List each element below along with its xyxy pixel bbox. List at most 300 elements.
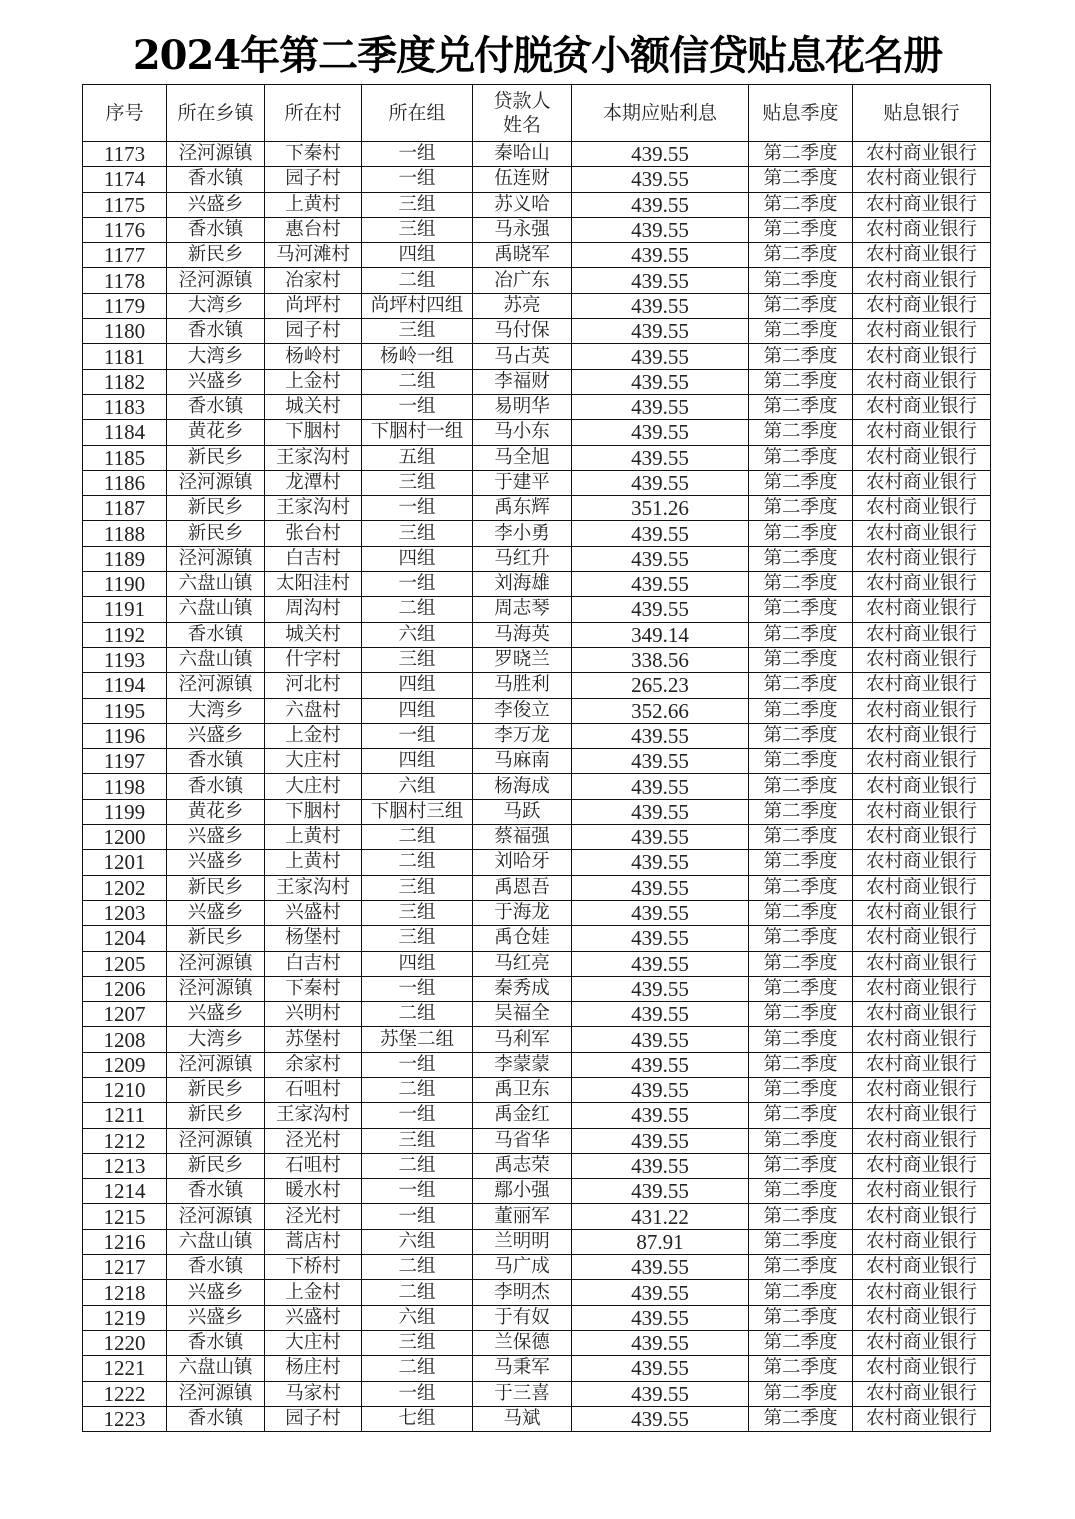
cell-quarter: 第二季度: [749, 1052, 853, 1077]
cell-village: 兴明村: [265, 1002, 362, 1027]
cell-borrower: 李福财: [473, 369, 572, 394]
cell-village: 王家沟村: [265, 1103, 362, 1128]
table-row: [83, 1179, 991, 1204]
cell-quarter: 第二季度: [749, 445, 853, 470]
cell-group: 六组: [362, 774, 473, 799]
cell-borrower: 易明华: [473, 394, 572, 419]
cell-township: 泾河源镇: [167, 546, 265, 571]
cell-village: 下秦村: [265, 142, 362, 167]
cell-bank: 农村商业银行: [853, 951, 991, 976]
cell-group: 三组: [362, 470, 473, 495]
cell-bank: 农村商业银行: [853, 673, 991, 698]
cell-township: 新民乡: [167, 926, 265, 951]
cell-bank: 农村商业银行: [853, 647, 991, 672]
cell-group: 二组: [362, 825, 473, 850]
cell-borrower: 李明杰: [473, 1280, 572, 1305]
cell-seq: 1218: [83, 1280, 167, 1305]
cell-group: 一组: [362, 1052, 473, 1077]
cell-village: 下胭村: [265, 799, 362, 824]
cell-bank: 农村商业银行: [853, 293, 991, 318]
cell-borrower: 兰明明: [473, 1229, 572, 1254]
cell-interest: 439.55: [572, 1103, 749, 1128]
subsidy-roster-table: [82, 84, 991, 1432]
cell-village: 王家沟村: [265, 445, 362, 470]
cell-seq: 1186: [83, 470, 167, 495]
cell-interest: 439.55: [572, 749, 749, 774]
cell-quarter: 第二季度: [749, 420, 853, 445]
cell-quarter: 第二季度: [749, 142, 853, 167]
cell-quarter: 第二季度: [749, 1103, 853, 1128]
cell-group: 一组: [362, 496, 473, 521]
cell-interest: 439.55: [572, 1330, 749, 1355]
table-header-row: [83, 85, 991, 142]
cell-village: 园子村: [265, 167, 362, 192]
cell-quarter: 第二季度: [749, 1280, 853, 1305]
cell-seq: 1192: [83, 622, 167, 647]
cell-seq: 1216: [83, 1229, 167, 1254]
cell-seq: 1174: [83, 167, 167, 192]
cell-interest: 439.55: [572, 546, 749, 571]
cell-seq: 1198: [83, 774, 167, 799]
cell-village: 城关村: [265, 394, 362, 419]
cell-township: 六盘山镇: [167, 1356, 265, 1381]
cell-bank: 农村商业银行: [853, 268, 991, 293]
cell-bank: 农村商业银行: [853, 1356, 991, 1381]
cell-township: 新民乡: [167, 521, 265, 546]
cell-interest: 439.55: [572, 268, 749, 293]
cell-village: 园子村: [265, 1406, 362, 1431]
cell-township: 大湾乡: [167, 698, 265, 723]
cell-borrower: 于建平: [473, 470, 572, 495]
cell-bank: 农村商业银行: [853, 217, 991, 242]
cell-group: 四组: [362, 673, 473, 698]
cell-township: 六盘山镇: [167, 647, 265, 672]
cell-seq: 1209: [83, 1052, 167, 1077]
cell-township: 泾河源镇: [167, 142, 265, 167]
cell-group: 二组: [362, 1356, 473, 1381]
cell-group: 二组: [362, 268, 473, 293]
cell-village: 上黄村: [265, 192, 362, 217]
cell-village: 冶家村: [265, 268, 362, 293]
cell-seq: 1191: [83, 597, 167, 622]
cell-interest: 439.55: [572, 1128, 749, 1153]
cell-group: 一组: [362, 1381, 473, 1406]
cell-seq: 1200: [83, 825, 167, 850]
cell-interest: 439.55: [572, 723, 749, 748]
cell-bank: 农村商业银行: [853, 470, 991, 495]
header-bank: 贴息银行: [853, 85, 991, 142]
table-row: [83, 496, 991, 521]
cell-seq: 1183: [83, 394, 167, 419]
table-row: [83, 1406, 991, 1431]
cell-seq: 1208: [83, 1027, 167, 1052]
table-row: [83, 572, 991, 597]
cell-bank: 农村商业银行: [853, 167, 991, 192]
cell-seq: 1211: [83, 1103, 167, 1128]
cell-township: 新民乡: [167, 875, 265, 900]
cell-interest: 439.55: [572, 1153, 749, 1178]
cell-borrower: 冶广东: [473, 268, 572, 293]
cell-village: 上金村: [265, 723, 362, 748]
cell-bank: 农村商业银行: [853, 850, 991, 875]
cell-village: 六盘村: [265, 698, 362, 723]
cell-bank: 农村商业银行: [853, 976, 991, 1001]
cell-borrower: 鄢小强: [473, 1179, 572, 1204]
table-row: [83, 1255, 991, 1280]
cell-bank: 农村商业银行: [853, 1381, 991, 1406]
cell-village: 尚坪村: [265, 293, 362, 318]
cell-bank: 农村商业银行: [853, 521, 991, 546]
cell-township: 兴盛乡: [167, 192, 265, 217]
cell-interest: 439.55: [572, 774, 749, 799]
cell-borrower: 马广成: [473, 1255, 572, 1280]
cell-bank: 农村商业银行: [853, 1229, 991, 1254]
header-group: 所在组: [362, 85, 473, 142]
cell-quarter: 第二季度: [749, 1330, 853, 1355]
cell-interest: 439.55: [572, 1077, 749, 1102]
cell-village: 杨岭村: [265, 344, 362, 369]
table-row: [83, 825, 991, 850]
cell-township: 六盘山镇: [167, 572, 265, 597]
cell-quarter: 第二季度: [749, 951, 853, 976]
cell-village: 惠台村: [265, 217, 362, 242]
cell-village: 兴盛村: [265, 900, 362, 925]
cell-seq: 1199: [83, 799, 167, 824]
cell-township: 新民乡: [167, 445, 265, 470]
cell-quarter: 第二季度: [749, 546, 853, 571]
table-row: [83, 597, 991, 622]
table-row: [83, 1204, 991, 1229]
cell-bank: 农村商业银行: [853, 774, 991, 799]
cell-quarter: 第二季度: [749, 243, 853, 268]
cell-township: 香水镇: [167, 319, 265, 344]
cell-group: 一组: [362, 167, 473, 192]
table-row: [83, 647, 991, 672]
cell-bank: 农村商业银行: [853, 445, 991, 470]
cell-group: 五组: [362, 445, 473, 470]
cell-seq: 1222: [83, 1381, 167, 1406]
cell-group: 四组: [362, 951, 473, 976]
table-row: [83, 1305, 991, 1330]
cell-bank: 农村商业银行: [853, 192, 991, 217]
cell-township: 黄花乡: [167, 799, 265, 824]
cell-bank: 农村商业银行: [853, 1103, 991, 1128]
cell-interest: 439.55: [572, 344, 749, 369]
table-row: [83, 319, 991, 344]
cell-group: 杨岭一组: [362, 344, 473, 369]
cell-borrower: 董丽军: [473, 1204, 572, 1229]
cell-village: 龙潭村: [265, 470, 362, 495]
cell-bank: 农村商业银行: [853, 369, 991, 394]
cell-quarter: 第二季度: [749, 1356, 853, 1381]
cell-interest: 439.55: [572, 926, 749, 951]
cell-village: 城关村: [265, 622, 362, 647]
cell-township: 泾河源镇: [167, 976, 265, 1001]
cell-township: 兴盛乡: [167, 900, 265, 925]
cell-borrower: 于海龙: [473, 900, 572, 925]
table-row: [83, 1280, 991, 1305]
cell-village: 白吉村: [265, 546, 362, 571]
cell-township: 泾河源镇: [167, 470, 265, 495]
cell-group: 三组: [362, 647, 473, 672]
table-row: [83, 698, 991, 723]
cell-seq: 1182: [83, 369, 167, 394]
cell-borrower: 马斌: [473, 1406, 572, 1431]
cell-borrower: 马小东: [473, 420, 572, 445]
cell-quarter: 第二季度: [749, 597, 853, 622]
cell-group: 七组: [362, 1406, 473, 1431]
cell-interest: 439.55: [572, 1381, 749, 1406]
cell-interest: 439.55: [572, 293, 749, 318]
cell-borrower: 禹卫东: [473, 1077, 572, 1102]
cell-group: 一组: [362, 723, 473, 748]
cell-borrower: 马利军: [473, 1027, 572, 1052]
cell-group: 四组: [362, 749, 473, 774]
cell-seq: 1215: [83, 1204, 167, 1229]
cell-township: 泾河源镇: [167, 1128, 265, 1153]
cell-village: 太阳洼村: [265, 572, 362, 597]
cell-group: 三组: [362, 926, 473, 951]
cell-borrower: 禹晓军: [473, 243, 572, 268]
table-row: [83, 1103, 991, 1128]
cell-interest: 439.55: [572, 572, 749, 597]
cell-quarter: 第二季度: [749, 1381, 853, 1406]
cell-seq: 1223: [83, 1406, 167, 1431]
cell-group: 六组: [362, 1229, 473, 1254]
cell-bank: 农村商业银行: [853, 1280, 991, 1305]
cell-quarter: 第二季度: [749, 976, 853, 1001]
cell-quarter: 第二季度: [749, 622, 853, 647]
cell-group: 六组: [362, 1305, 473, 1330]
cell-bank: 农村商业银行: [853, 1002, 991, 1027]
cell-bank: 农村商业银行: [853, 546, 991, 571]
cell-interest: 439.55: [572, 1305, 749, 1330]
cell-interest: 439.55: [572, 1406, 749, 1431]
cell-borrower: 于有奴: [473, 1305, 572, 1330]
table-row: [83, 850, 991, 875]
cell-bank: 农村商业银行: [853, 1153, 991, 1178]
cell-interest: 439.55: [572, 1255, 749, 1280]
header-village: 所在村: [265, 85, 362, 142]
cell-borrower: 马全旭: [473, 445, 572, 470]
cell-seq: 1179: [83, 293, 167, 318]
cell-interest: 439.55: [572, 1356, 749, 1381]
cell-township: 兴盛乡: [167, 850, 265, 875]
cell-quarter: 第二季度: [749, 1305, 853, 1330]
cell-borrower: 刘海雄: [473, 572, 572, 597]
cell-village: 上金村: [265, 369, 362, 394]
cell-borrower: 罗晓兰: [473, 647, 572, 672]
cell-interest: 439.55: [572, 1280, 749, 1305]
cell-village: 马家村: [265, 1381, 362, 1406]
cell-township: 新民乡: [167, 1153, 265, 1178]
cell-quarter: 第二季度: [749, 1406, 853, 1431]
table-row: [83, 243, 991, 268]
cell-bank: 农村商业银行: [853, 622, 991, 647]
cell-borrower: 苏义哈: [473, 192, 572, 217]
cell-bank: 农村商业银行: [853, 1204, 991, 1229]
table-row: [83, 774, 991, 799]
table-row: [83, 723, 991, 748]
cell-bank: 农村商业银行: [853, 926, 991, 951]
cell-seq: 1196: [83, 723, 167, 748]
cell-interest: 439.55: [572, 850, 749, 875]
cell-township: 香水镇: [167, 1406, 265, 1431]
cell-quarter: 第二季度: [749, 344, 853, 369]
table-row: [83, 369, 991, 394]
cell-quarter: 第二季度: [749, 521, 853, 546]
cell-village: 园子村: [265, 319, 362, 344]
cell-village: 余家村: [265, 1052, 362, 1077]
cell-seq: 1185: [83, 445, 167, 470]
cell-borrower: 于三喜: [473, 1381, 572, 1406]
cell-township: 香水镇: [167, 774, 265, 799]
table-row: [83, 1077, 991, 1102]
cell-seq: 1177: [83, 243, 167, 268]
cell-seq: 1201: [83, 850, 167, 875]
cell-interest: 439.55: [572, 394, 749, 419]
cell-bank: 农村商业银行: [853, 749, 991, 774]
cell-borrower: 马红亮: [473, 951, 572, 976]
cell-quarter: 第二季度: [749, 1077, 853, 1102]
cell-seq: 1220: [83, 1330, 167, 1355]
cell-township: 香水镇: [167, 394, 265, 419]
table-row: [83, 1128, 991, 1153]
table-row: [83, 268, 991, 293]
cell-township: 泾河源镇: [167, 673, 265, 698]
cell-group: 二组: [362, 1153, 473, 1178]
cell-borrower: 马胜利: [473, 673, 572, 698]
cell-bank: 农村商业银行: [853, 900, 991, 925]
cell-group: 三组: [362, 1330, 473, 1355]
header-quarter: 贴息季度: [749, 85, 853, 142]
cell-interest: 439.55: [572, 142, 749, 167]
cell-group: 下胭村一组: [362, 420, 473, 445]
cell-bank: 农村商业银行: [853, 1305, 991, 1330]
table-row: [83, 293, 991, 318]
cell-group: 四组: [362, 698, 473, 723]
cell-village: 下秦村: [265, 976, 362, 1001]
cell-bank: 农村商业银行: [853, 875, 991, 900]
cell-seq: 1206: [83, 976, 167, 1001]
table-row: [83, 622, 991, 647]
cell-interest: 439.55: [572, 445, 749, 470]
cell-interest: 439.55: [572, 420, 749, 445]
cell-village: 杨堡村: [265, 926, 362, 951]
cell-seq: 1203: [83, 900, 167, 925]
cell-bank: 农村商业银行: [853, 572, 991, 597]
cell-township: 新民乡: [167, 496, 265, 521]
cell-quarter: 第二季度: [749, 1002, 853, 1027]
cell-township: 香水镇: [167, 1255, 265, 1280]
cell-group: 三组: [362, 900, 473, 925]
cell-village: 泾光村: [265, 1128, 362, 1153]
cell-bank: 农村商业银行: [853, 1255, 991, 1280]
cell-village: 大庄村: [265, 774, 362, 799]
cell-group: 一组: [362, 1103, 473, 1128]
cell-village: 泾光村: [265, 1204, 362, 1229]
cell-village: 暖水村: [265, 1179, 362, 1204]
cell-seq: 1213: [83, 1153, 167, 1178]
cell-interest: 265.23: [572, 673, 749, 698]
cell-quarter: 第二季度: [749, 926, 853, 951]
cell-seq: 1176: [83, 217, 167, 242]
table-row: [83, 1153, 991, 1178]
cell-quarter: 第二季度: [749, 723, 853, 748]
cell-bank: 农村商业银行: [853, 1406, 991, 1431]
cell-village: 下桥村: [265, 1255, 362, 1280]
cell-interest: 439.55: [572, 470, 749, 495]
cell-bank: 农村商业银行: [853, 394, 991, 419]
cell-borrower: 李小勇: [473, 521, 572, 546]
table-row: [83, 1027, 991, 1052]
cell-borrower: 吴福全: [473, 1002, 572, 1027]
cell-group: 二组: [362, 1002, 473, 1027]
cell-seq: 1207: [83, 1002, 167, 1027]
cell-village: 石咀村: [265, 1153, 362, 1178]
cell-seq: 1202: [83, 875, 167, 900]
cell-borrower: 禹仓娃: [473, 926, 572, 951]
cell-township: 大湾乡: [167, 1027, 265, 1052]
cell-borrower: 李俊立: [473, 698, 572, 723]
table-row: [83, 976, 991, 1001]
cell-seq: 1184: [83, 420, 167, 445]
table-row: [83, 1356, 991, 1381]
cell-village: 杨庄村: [265, 1356, 362, 1381]
cell-township: 香水镇: [167, 1179, 265, 1204]
cell-township: 新民乡: [167, 243, 265, 268]
cell-village: 苏堡村: [265, 1027, 362, 1052]
cell-quarter: 第二季度: [749, 1027, 853, 1052]
table-row: [83, 344, 991, 369]
cell-interest: 439.55: [572, 951, 749, 976]
cell-quarter: 第二季度: [749, 749, 853, 774]
cell-bank: 农村商业银行: [853, 1052, 991, 1077]
cell-seq: 1175: [83, 192, 167, 217]
cell-quarter: 第二季度: [749, 1153, 853, 1178]
cell-interest: 439.55: [572, 976, 749, 1001]
cell-borrower: 李万龙: [473, 723, 572, 748]
cell-village: 上黄村: [265, 850, 362, 875]
cell-seq: 1195: [83, 698, 167, 723]
cell-borrower: 兰保德: [473, 1330, 572, 1355]
cell-interest: 439.55: [572, 1052, 749, 1077]
cell-seq: 1178: [83, 268, 167, 293]
cell-group: 三组: [362, 192, 473, 217]
cell-interest: 351.26: [572, 496, 749, 521]
cell-group: 六组: [362, 622, 473, 647]
cell-quarter: 第二季度: [749, 1204, 853, 1229]
cell-quarter: 第二季度: [749, 369, 853, 394]
cell-township: 黄花乡: [167, 420, 265, 445]
cell-group: 二组: [362, 850, 473, 875]
cell-interest: 439.55: [572, 900, 749, 925]
cell-quarter: 第二季度: [749, 572, 853, 597]
cell-village: 马河滩村: [265, 243, 362, 268]
cell-seq: 1173: [83, 142, 167, 167]
cell-village: 周沟村: [265, 597, 362, 622]
cell-quarter: 第二季度: [749, 900, 853, 925]
cell-borrower: 马麻南: [473, 749, 572, 774]
cell-group: 三组: [362, 875, 473, 900]
cell-township: 兴盛乡: [167, 1305, 265, 1330]
cell-quarter: 第二季度: [749, 496, 853, 521]
cell-bank: 农村商业银行: [853, 344, 991, 369]
table-row: [83, 521, 991, 546]
cell-group: 二组: [362, 369, 473, 394]
cell-borrower: 马跃: [473, 799, 572, 824]
cell-borrower: 禹东辉: [473, 496, 572, 521]
